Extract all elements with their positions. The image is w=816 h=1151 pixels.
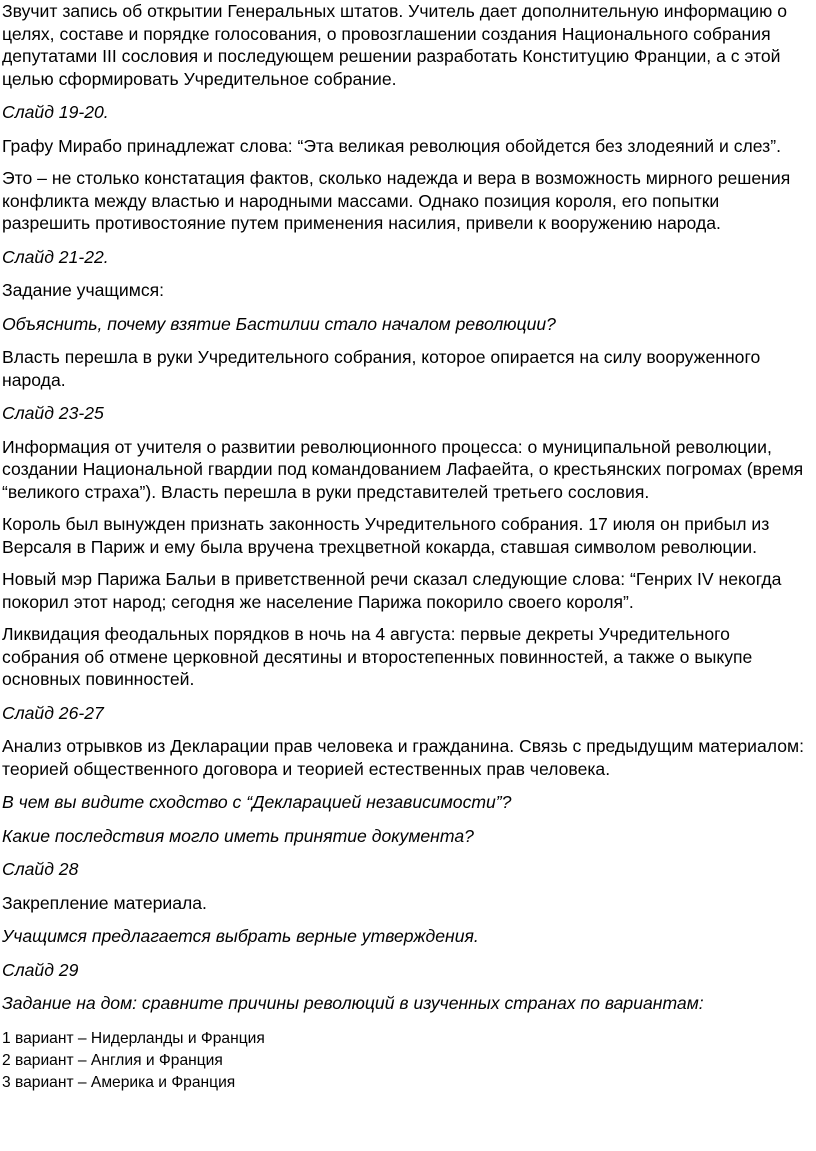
- slide-label-26-27: Слайд 26-27: [2, 702, 104, 723]
- paragraph-similarity-question: В чем вы видите сходство с “Декларацией независимости”?: [2, 792, 512, 812]
- paragraph-king: Король был вынужден признать законность Учредительного собрания. 17 июля он прибыл из Версаля в Париж и ему была вручена трехцветной кокарда, ставшая символом революции.: [2, 514, 770, 557]
- paragraph-homework: Задание на дом: сравните причины революций в изученных странах по вариантам:: [2, 993, 704, 1013]
- paragraph-hope: Это – не столько констатация фактов, сколько надежда и вера в возможность мирного решения конфликта между властью и народными массами. Однако позиция короля, его попытки разрешить противостояние путем применения насилия, привели к вооружению народа.: [2, 168, 791, 233]
- variants-list: [2, 1028, 812, 1094]
- slide-label-21-22: Слайд 21-22.: [2, 246, 109, 267]
- slide-label-29: Слайд 29: [2, 959, 79, 980]
- slide-label-23-25: Слайд 23-25: [2, 403, 104, 423]
- paragraph-declaration: Анализ отрывков из Декларации прав человека и гражданина. Связь с предыдущим материалом: теорией общественного договора и теорией естественных прав человека.: [2, 736, 804, 779]
- paragraph-statements: Учащимся предлагается выбрать верные утверждения.: [2, 926, 479, 946]
- paragraph-power: Власть перешла в руки Учредительного собрания, которое опирается на силу вооруженного народа.: [2, 347, 761, 390]
- paragraph-consolidation: Закрепление материала.: [2, 892, 207, 913]
- paragraph-bastille-question: Объяснить, почему взятие Бастилии стало началом революции?: [2, 313, 556, 334]
- paragraph-intro: Звучит запись об открытии Генеральных штатов. Учитель дает дополнительную информацию о целях, составе и порядке голосования, о провозглашении создания Национального собрания депутатами III сословия и последующем решении разработать Конституцию Франции, а с этой целью сформировать Учредительное собрание.: [2, 1, 788, 89]
- paragraph-feudal: Ликвидация феодальных порядков в ночь на 4 августа: первые декреты Учредительного собрания об отмене церковной десятины и второстепенных повинностей, а также о выкупе основных повинностей.: [2, 624, 753, 689]
- paragraph-bailly: Новый мэр Парижа Бальи в приветственной речи сказал следующие слова: “Генрих IV некогда покорил этот народ; сегодня же население Парижа покорило своего короля”.: [2, 569, 782, 612]
- paragraph-consequences-question: Какие последствия могло иметь принятие документа?: [2, 825, 474, 846]
- list-item: 2 вариант – Англия и Франция: [2, 1051, 223, 1069]
- list-item: 3 вариант – Америка и Франция: [2, 1073, 236, 1091]
- paragraph-mirabeau-quote: Графу Мирабо принадлежат слова: “Эта великая революция обойдется без злодеяний и слез”.: [2, 135, 781, 156]
- slide-label-19-20: Слайд 19-20.: [2, 102, 109, 122]
- paragraph-task: Задание учащимся:: [2, 280, 165, 300]
- list-item: 1 вариант – Нидерланды и Франция: [2, 1029, 265, 1047]
- slide-label-28: Слайд 28: [2, 859, 79, 879]
- paragraph-revolution-process: Информация от учителя о развитии революционного процесса: о муниципальной революции, создании Национальной гвардии под командованием Лафаейта, о крестьянских погромах (время “великого страха”). Власть перешла в руки представителей третьего сословия.: [2, 436, 804, 502]
